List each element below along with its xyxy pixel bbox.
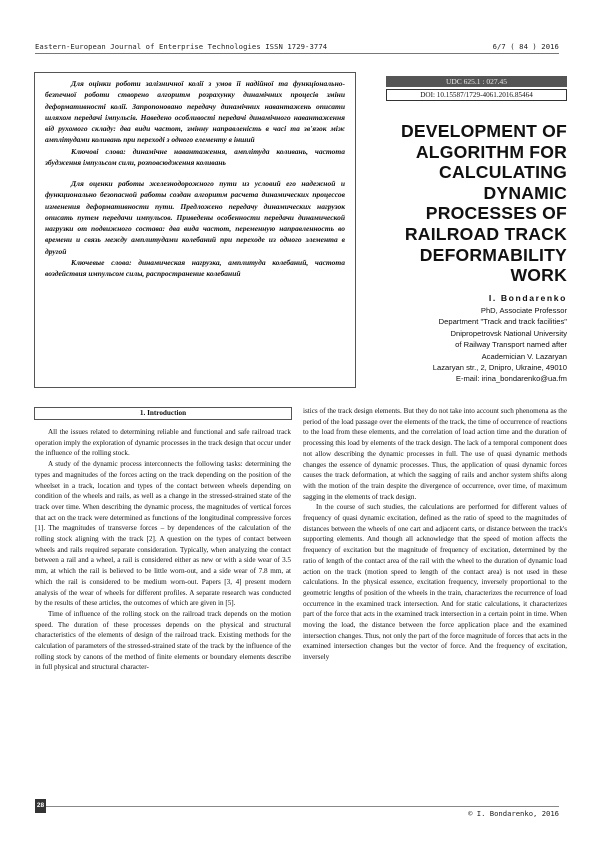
author-university: Dnipropetrovsk National University — [450, 328, 567, 338]
paragraph: Time of influence of the rolling stock on the railroad track depends on the motion speed. The duration of these processes depends on the physical and structural characteristics of the elements of design of the railroad track. Existing methods for the calculation of parameters of the stressed-strained state of the track by the influence of the rolling stock by canons of the method of finite elements or boundary elements describe in full physical and structural character- — [35, 609, 291, 672]
title-line: DEFORMABILITY — [419, 244, 567, 265]
page-number: 28 — [35, 799, 46, 813]
journal-header: Eastern-European Journal of Enterprise Technologies ISSN 1729-3774 — [35, 42, 328, 51]
issue-header: 6/7 ( 84 ) 2016 — [492, 42, 559, 51]
article-title — [347, 121, 567, 286]
body-column-left — [35, 427, 291, 673]
author-info — [327, 292, 567, 385]
abstract-box — [34, 72, 356, 388]
title-line: DYNAMIC — [483, 182, 567, 203]
footer-divider — [35, 806, 559, 807]
abstract-russian: Для оценки работы железнодорожного пути из условий его надежной и функционально безопасной работы создан алгоритм расчета динамических процессов изменения деформативности пути. Предложено передачу динамических нагрузок описать путем передачи импульсов. Приведены особенности передачи динамической нагрузки от подвижного состава: два вида частот, переменную направленность во времени и связь между амплитудами колебаний при переходе из одного элемента в другой — [45, 179, 345, 256]
author-email[interactable]: E-mail: irina_bondarenko@ua.fm — [455, 374, 567, 384]
body-column-right — [303, 406, 567, 663]
author-university-cont: of Railway Transport named after — [455, 340, 567, 350]
paragraph: In the course of such studies, the calculations are performed for different values of frequency of quasi dynamic excitation, defined as the ratio of speed to the magnitudes of distances between the wheels of one cart and adjacent carts, or distance between the track's supporting elements. And though all acknowledge that the speed of motion affects the frequency of excitation but the magnitude of frequency of excitation, determined by the ratio of length of the contact area of the rail with the wheel to the duration of dynamic load action on the track (motion speed to length of the contact area) is not used in these calculations. In the physical essence, excitation frequency, inversely proportional to the geometric lengths of position of the wheels in the train, characterizes the recurrence of load occurrence in the examined track intersection. And for static calculations, it characterizes part of the force that acts in the examined track intersection in a certain point in time. When moving the load, the distance between the force application place and the examined intersection changes. Thus, not only the part of the force magnitude of forces that acts in the examined intersection changes but the vector of force. And the frequency of excitation, inversely — [303, 503, 567, 662]
abstract-ukrainian: Для оцінки роботи залізничної колії з умов її надійної та функціонально-безпечної роботи створено алгоритм розрахунку динамічних процесів зміни деформативності колії. Запропоновано передачу динамічних навантажень описати шляхом передачі імпульсів. Наведено особливості передачі динамічного навантаження від рухомого складу: два види частот, змінну направленість в часі та зв'язок між амплітудами коливань при переході з одного елементу в інший — [45, 79, 345, 145]
keywords-russian: Ключевые слова: динамическая нагрузка, амплитуда колебаний, частота воздействия импульсом силы, распространение колебаний — [45, 257, 345, 278]
title-line: WORK — [510, 265, 567, 286]
doi-link[interactable]: DOI: 10.15587/1729-4061.2016.85464 — [386, 89, 567, 101]
title-line: DEVELOPMENT OF — [400, 121, 567, 141]
identifier-block — [386, 76, 567, 101]
author-name: I. Bondarenko — [488, 293, 567, 303]
title-line: CALCULATING — [439, 162, 567, 183]
title-line: PROCESSES OF — [425, 203, 567, 224]
title-line: RAILROAD TRACK — [404, 223, 567, 244]
paragraph: All the issues related to determining reliable and functional and safe railroad track operation imply the exploration of dynamic processes in the track design that occur under the influence of the rolling stock. — [35, 428, 291, 458]
author-degree: PhD, Associate Professor — [480, 306, 567, 315]
udc-code: UDC 625.1 : 027.45 — [386, 76, 567, 87]
paragraph: A study of the dynamic process interconnects the following tasks: determining the types and magnitudes of the forces acting on the track depending on the position of the wheelset in a track, location and types of the contact between wheels depending on condition of the wheels and rails, as well as a change in the stressed-strained state of the track over time. When describing the dynamic process, the magnitudes of vertical forces that act on the track were determined as functions of the longitudinal compressive forces [1]. The magnitudes of transverse forces – by dependences of the calculation of the rolling stock aligning with the track [2]. A question on the types of contact between wheels and rails required separate consideration. Typically, when analyzing the contact between a rail and a wheel, a rail is considered either as new or with a side wear of 3.5 mm, at which the rail is believed to be little worn-out, and a side wear of 7.8 mm, at which the rail is considered to be medium worn-out. Papers [3, 4] present modern analysis of the wear of wheels for different profiles. A separate research was conducted by the results of these articles, the outcomes of which are given in [5]. — [35, 460, 291, 608]
title-line: ALGORITHM FOR — [415, 141, 567, 162]
copyright-notice: © I. Bondarenko, 2016 — [468, 809, 559, 818]
paragraph: istics of the track design elements. But they do not take into account such phenomena as the period of the load passage over the elements of the track, the time of occurrence of reactions to the load from these elements, and the correlation of load action time and the duration of processing this load by elements of the track design. The lack of a temporal component does not allow describing the dynamic processes in full. The use of quasi dynamic methods changes the essence of dynamic processes. Thus, the application of quasi dynamic forces causes the track deformation, at which the sagging of rails and anchor system shifts along with the motion of the train despite the divergence of occurrence, over time, of maximum sagging in the elements of track design. — [303, 407, 567, 501]
author-address: Lazaryan str., 2, Dnipro, Ukraine, 49010 — [432, 363, 567, 373]
header-divider — [35, 53, 559, 54]
author-university-cont: Academician V. Lazaryan — [481, 351, 567, 361]
author-department: Department "Track and track facilities" — [438, 317, 567, 327]
keywords-ukrainian: Ключові слова: динамічне навантаження, амплітуда коливань, частота збудження імпульсом сили, розповсюдження коливань — [45, 146, 345, 167]
section-heading: 1. Introduction — [34, 407, 292, 420]
